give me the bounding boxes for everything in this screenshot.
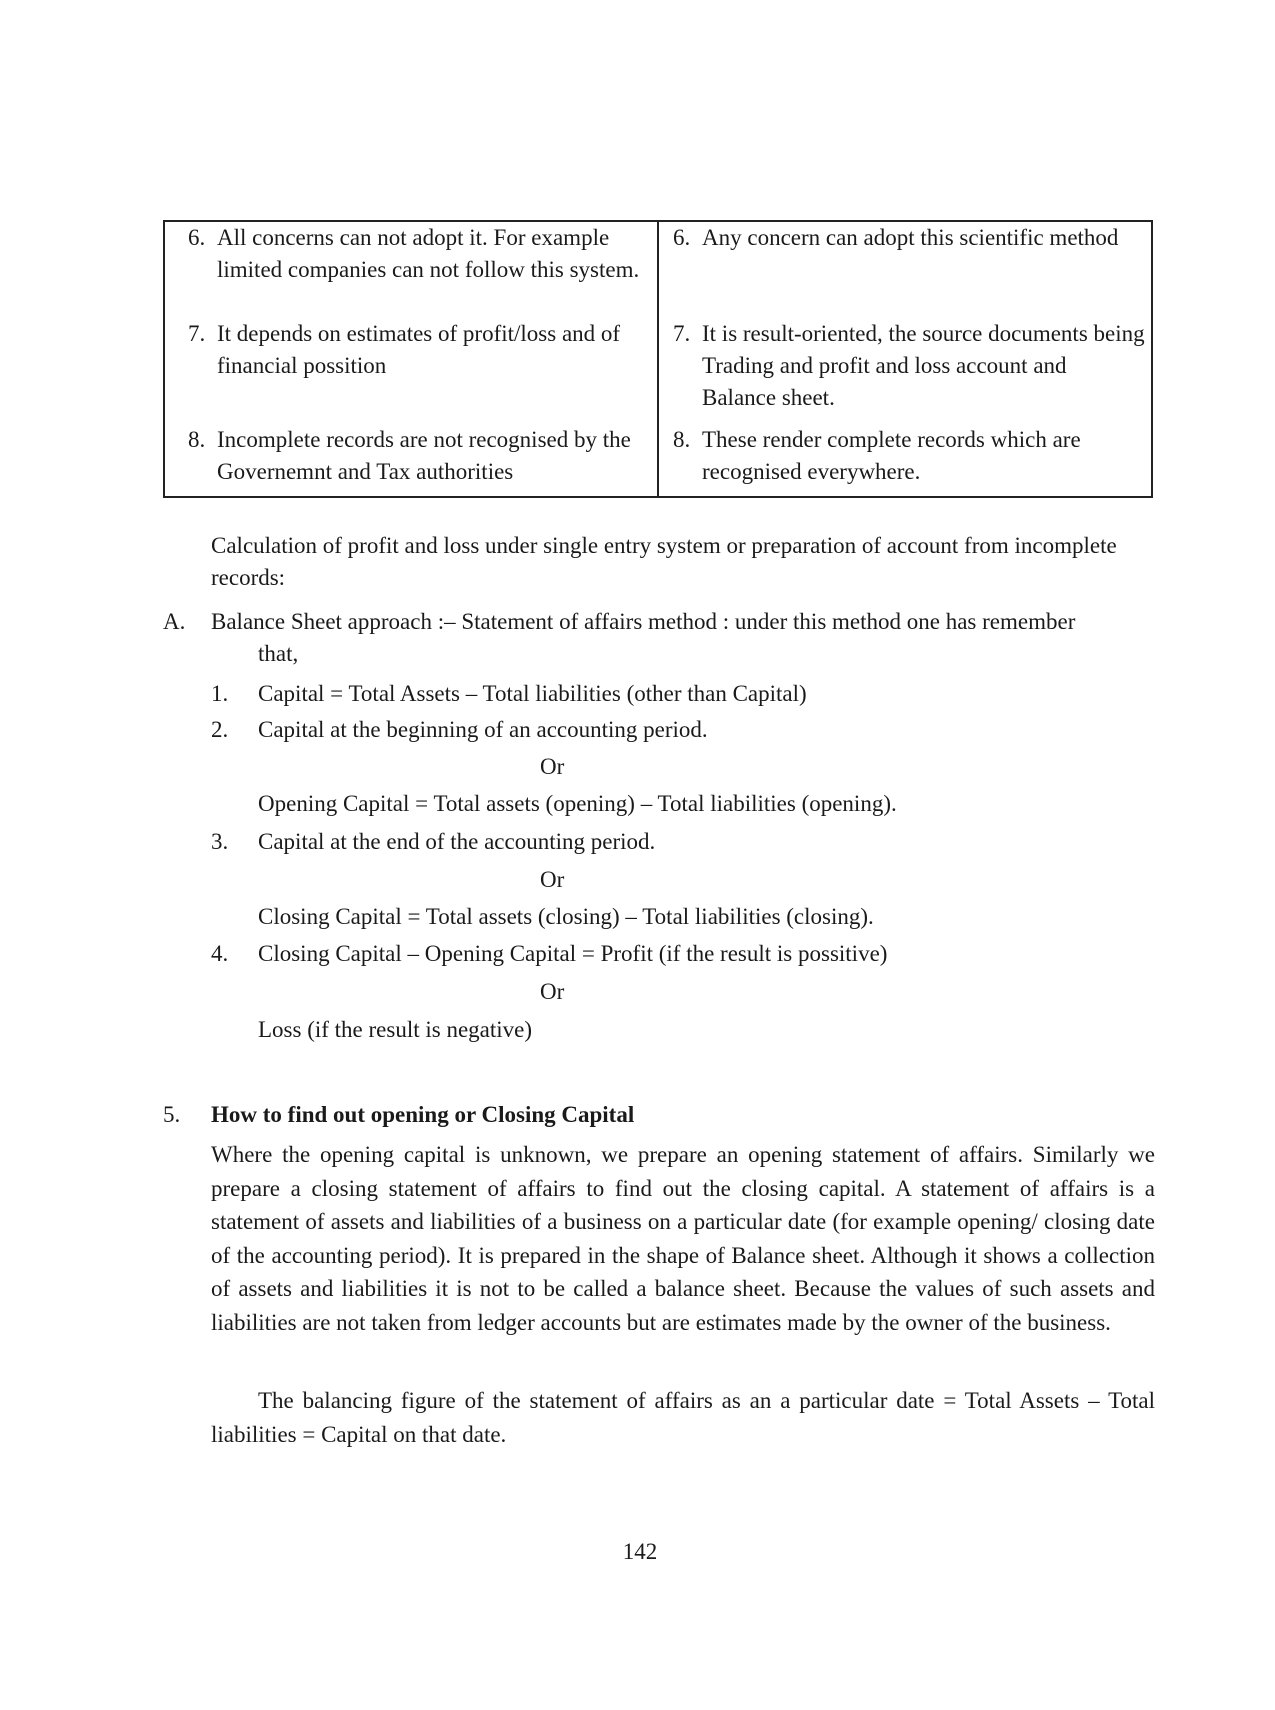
section-5-paragraph-1: Where the opening capital is unknown, we prepare an opening statement of affairs. Similarly we prepare a closing statement of affairs to find out the closing capital. A statement of affairs is a statement of assets and liabilities of a business on a particular date (for example opening/ closing date of the accounting period). It is prepared in the shape of Balance sheet. Although it shows a collection of assets and liabilities it is not to be called a balance sheet. Because the values of such assets and liabilities are not taken from ledger accounts but are estimates made by the owner of the business. bbox=[211, 1142, 1155, 1335]
table-cell-right bbox=[658, 221, 1152, 318]
point-text: Capital = Total Assets – Total liabilities (other than Capital) bbox=[258, 681, 807, 706]
opening-capital-formula: Opening Capital = Total assets (opening) – Total liabilities (opening). bbox=[258, 791, 897, 816]
point-text: Capital at the beginning of an accounting period. bbox=[258, 717, 708, 742]
row-number: 6. bbox=[673, 225, 691, 250]
page-number: 142 bbox=[622, 1539, 658, 1564]
closing-capital-formula: Closing Capital = Total assets (closing) – Total liabilities (closing). bbox=[258, 904, 874, 929]
section-5-paragraph-2: The balancing figure of the statement of affairs as an a particular date = Total Assets – Total liabilities = Capital on that date. bbox=[211, 1388, 1155, 1447]
table-cell-left bbox=[164, 221, 658, 318]
row-text: It is result-oriented, the source documents being Trading and profit and loss account and Balance sheet. bbox=[702, 321, 1145, 410]
table-row bbox=[164, 221, 1152, 318]
table-cell-left bbox=[164, 318, 658, 424]
table-cell-right bbox=[658, 424, 1152, 497]
section-a-label: A. bbox=[163, 609, 186, 634]
or-separator: Or bbox=[540, 867, 565, 892]
row-text: All concerns can not adopt it. For example limited companies can not follow this system. bbox=[217, 225, 640, 282]
section-a bbox=[163, 606, 1155, 670]
row-number: 8. bbox=[673, 427, 691, 452]
section-5-number: 5. bbox=[163, 1102, 181, 1127]
row-number: 6. bbox=[188, 225, 206, 250]
row-text: Incomplete records are not recognised by the Governemnt and Tax authorities bbox=[217, 427, 631, 484]
section-5-heading: How to find out opening or Closing Capital bbox=[211, 1102, 635, 1127]
row-text: These render complete records which are recognised everywhere. bbox=[702, 427, 1081, 484]
point-text: Capital at the end of the accounting period. bbox=[258, 829, 656, 854]
table-cell-right bbox=[658, 318, 1152, 424]
or-separator: Or bbox=[540, 754, 565, 779]
row-text: It depends on estimates of profit/loss and of financial possition bbox=[217, 321, 621, 378]
row-number: 7. bbox=[673, 321, 691, 346]
loss-line: Loss (if the result is negative) bbox=[258, 1017, 533, 1042]
point-number: 1. bbox=[211, 681, 229, 706]
intro-paragraph: Calculation of profit and loss under single entry system or preparation of account from incomplete records: bbox=[211, 533, 1117, 590]
comparison-table bbox=[163, 220, 1153, 498]
table-row bbox=[164, 318, 1152, 424]
point-4 bbox=[211, 938, 1155, 970]
point-3 bbox=[211, 826, 1155, 858]
row-number: 8. bbox=[188, 427, 206, 452]
point-number: 4. bbox=[211, 941, 229, 966]
point-2 bbox=[211, 714, 1155, 746]
point-number: 2. bbox=[211, 717, 229, 742]
point-number: 3. bbox=[211, 829, 229, 854]
table-row bbox=[164, 424, 1152, 497]
row-text: Any concern can adopt this scientific method bbox=[702, 225, 1119, 250]
or-separator: Or bbox=[540, 979, 565, 1004]
section-5 bbox=[163, 1099, 1155, 1131]
section-a-line2: that, bbox=[258, 641, 299, 666]
row-number: 7. bbox=[188, 321, 206, 346]
point-text: Closing Capital – Opening Capital = Profit (if the result is possitive) bbox=[258, 941, 888, 966]
point-1 bbox=[211, 678, 1155, 710]
table-cell-left bbox=[164, 424, 658, 497]
section-a-line1: Balance Sheet approach :– Statement of affairs method : under this method one has remember bbox=[211, 609, 1076, 634]
